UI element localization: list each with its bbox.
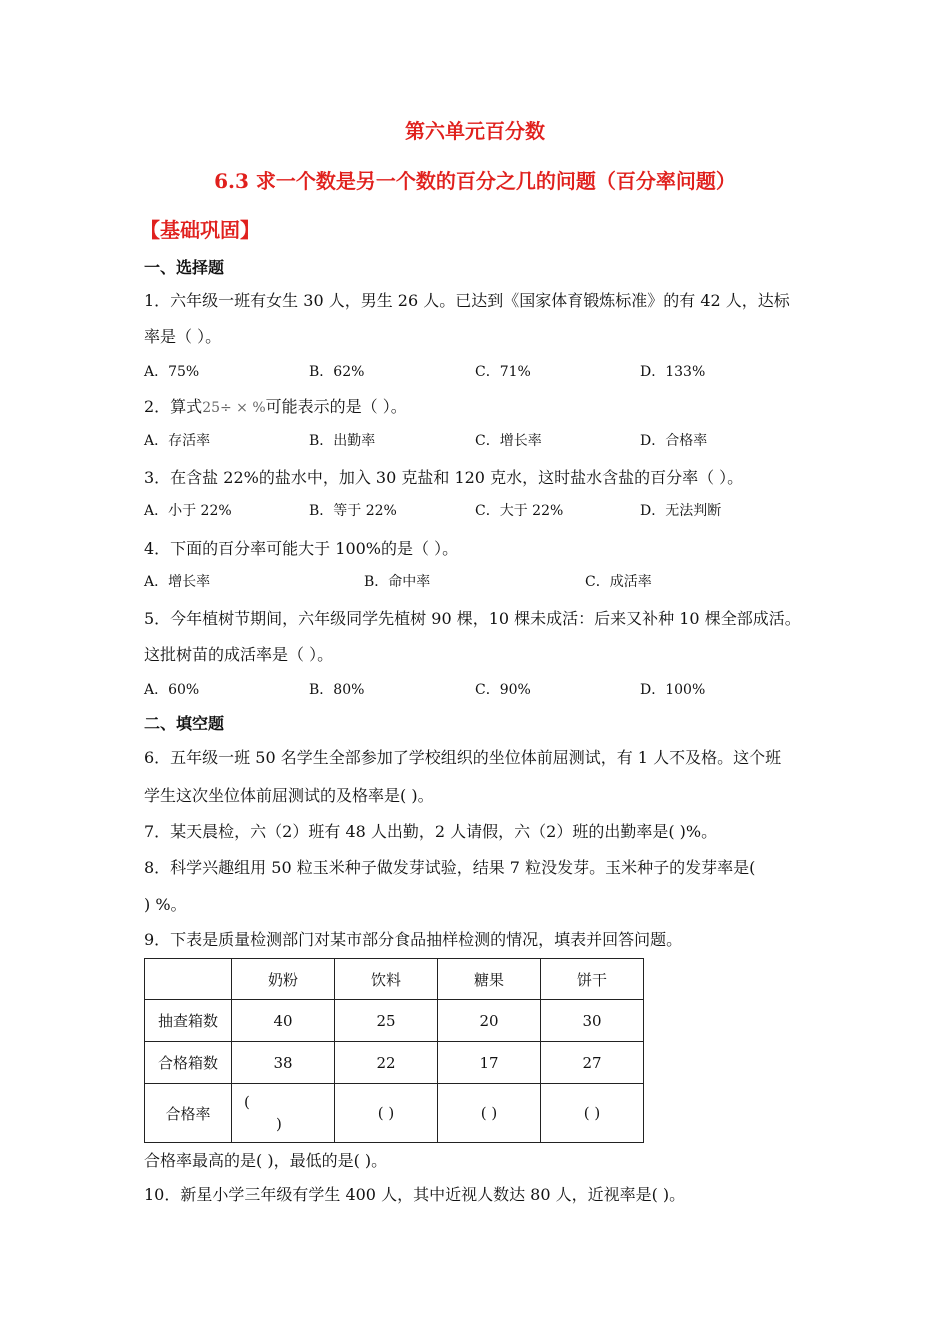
q3-line1: 3．在含盐 22%的盐水中，加入 30 克盐和 120 克水，这时盐水含盐的百分率（ ）。	[144, 468, 744, 487]
rate-blank-candy[interactable]: ( )	[438, 1084, 541, 1143]
q2-suffix: 可能表示的是（ ）。	[265, 397, 407, 416]
inspection-table	[144, 958, 644, 1143]
q1-line2: 率是（ ）。	[144, 327, 222, 346]
q10-line: 10．新星小学三年级有学生 400 人，其中近视人数达 80 人，近视率是( )。	[144, 1185, 686, 1204]
q4-option-c[interactable]: C．成活率	[585, 574, 652, 590]
q3-option-c[interactable]: C．大于 22%	[475, 503, 564, 519]
table-row-label: 合格率	[145, 1084, 232, 1143]
table-row-label: 合格箱数	[145, 1042, 232, 1084]
table-cell: 27	[541, 1042, 644, 1084]
q9-followup: 合格率最高的是( )，最低的是( )。	[144, 1151, 388, 1170]
q3-option-b[interactable]: B．等于 22%	[309, 503, 397, 519]
part2-heading: 二、填空题	[144, 714, 225, 733]
q1-option-a[interactable]: A．75%	[144, 364, 200, 380]
q2-formula: 25÷ × %	[202, 400, 266, 416]
table-row	[145, 1042, 644, 1084]
page-subtitle: 6.3 求一个数是另一个数的百分之几的问题（百分率问题）	[214, 169, 736, 193]
table-cell: 17	[438, 1042, 541, 1084]
table-row-label: 抽查箱数	[145, 1000, 232, 1042]
rate-blank-milk-powder[interactable]	[232, 1084, 335, 1143]
q1-option-b[interactable]: B．62%	[309, 364, 365, 380]
page-title: 第六单元百分数	[405, 119, 545, 143]
q8-line1: 8．科学兴趣组用 50 粒玉米种子做发芽试验，结果 7 粒没发芽。玉米种子的发芽率是(	[144, 858, 756, 877]
q3-option-d[interactable]: D．无法判断	[640, 503, 722, 519]
q2-option-d[interactable]: D．合格率	[640, 433, 708, 449]
q5-line2: 这批树苗的成活率是（ ）。	[144, 645, 334, 664]
q8-line2: ) %。	[144, 895, 187, 914]
q6-line1: 6．五年级一班 50 名学生全部参加了学校组织的坐位体前屈测试，有 1 人不及格。这个班	[144, 748, 782, 767]
table-cell: 22	[335, 1042, 438, 1084]
q2-option-b[interactable]: B．出勤率	[309, 433, 376, 449]
section-tag: 【基础巩固】	[140, 218, 260, 242]
q2-option-c[interactable]: C．增长率	[475, 433, 542, 449]
q2-prefix: 2．算式	[144, 397, 203, 416]
table-corner-cell	[145, 959, 232, 1000]
q1-option-d[interactable]: D．133%	[640, 364, 706, 380]
table-row	[145, 1000, 644, 1042]
q4-option-a[interactable]: A．增长率	[144, 574, 211, 590]
table-row-rate	[145, 1084, 644, 1143]
rate-blank-open: (	[244, 1093, 250, 1111]
table-cell: 40	[232, 1000, 335, 1042]
q1-option-c[interactable]: C．71%	[475, 364, 531, 380]
table-cell: 25	[335, 1000, 438, 1042]
q5-option-a[interactable]: A．60%	[144, 682, 200, 698]
q3-option-a[interactable]: A．小于 22%	[144, 503, 232, 519]
q5-option-d[interactable]: D．100%	[640, 682, 706, 698]
table-cell: 30	[541, 1000, 644, 1042]
q1-line1: 1．六年级一班有女生 30 人，男生 26 人。已达到《国家体育锻炼标准》的有 42 人，达标	[144, 291, 790, 310]
table-header-cell: 饮料	[335, 959, 438, 1000]
rate-blank-close: )	[276, 1115, 282, 1133]
table-cell: 38	[232, 1042, 335, 1084]
rate-blank-biscuits[interactable]: ( )	[541, 1084, 644, 1143]
table-header-cell: 饼干	[541, 959, 644, 1000]
q2-line	[144, 394, 407, 417]
q9-intro: 9．下表是质量检测部门对某市部分食品抽样检测的情况，填表并回答问题。	[144, 930, 683, 949]
table-header-row	[145, 959, 644, 1000]
q4-line1: 4．下面的百分率可能大于 100%的是（ ）。	[144, 539, 459, 558]
table-header-cell: 糖果	[438, 959, 541, 1000]
table-header-cell: 奶粉	[232, 959, 335, 1000]
q6-line2: 学生这次坐位体前屈测试的及格率是( )。	[144, 786, 434, 805]
q5-option-b[interactable]: B．80%	[309, 682, 365, 698]
q5-line1: 5．今年植树节期间，六年级同学先植树 90 棵，10 棵未成活：后来又补种 10 棵全部成活。	[144, 609, 801, 628]
table-cell: 20	[438, 1000, 541, 1042]
q7-line: 7．某天晨检，六（2）班有 48 人出勤，2 人请假，六（2）班的出勤率是( )%。	[144, 822, 718, 841]
part1-heading: 一、选择题	[144, 258, 225, 277]
rate-blank-drinks[interactable]: ( )	[335, 1084, 438, 1143]
q5-option-c[interactable]: C．90%	[475, 682, 531, 698]
q4-option-b[interactable]: B．命中率	[364, 574, 431, 590]
q2-option-a[interactable]: A．存活率	[144, 433, 211, 449]
